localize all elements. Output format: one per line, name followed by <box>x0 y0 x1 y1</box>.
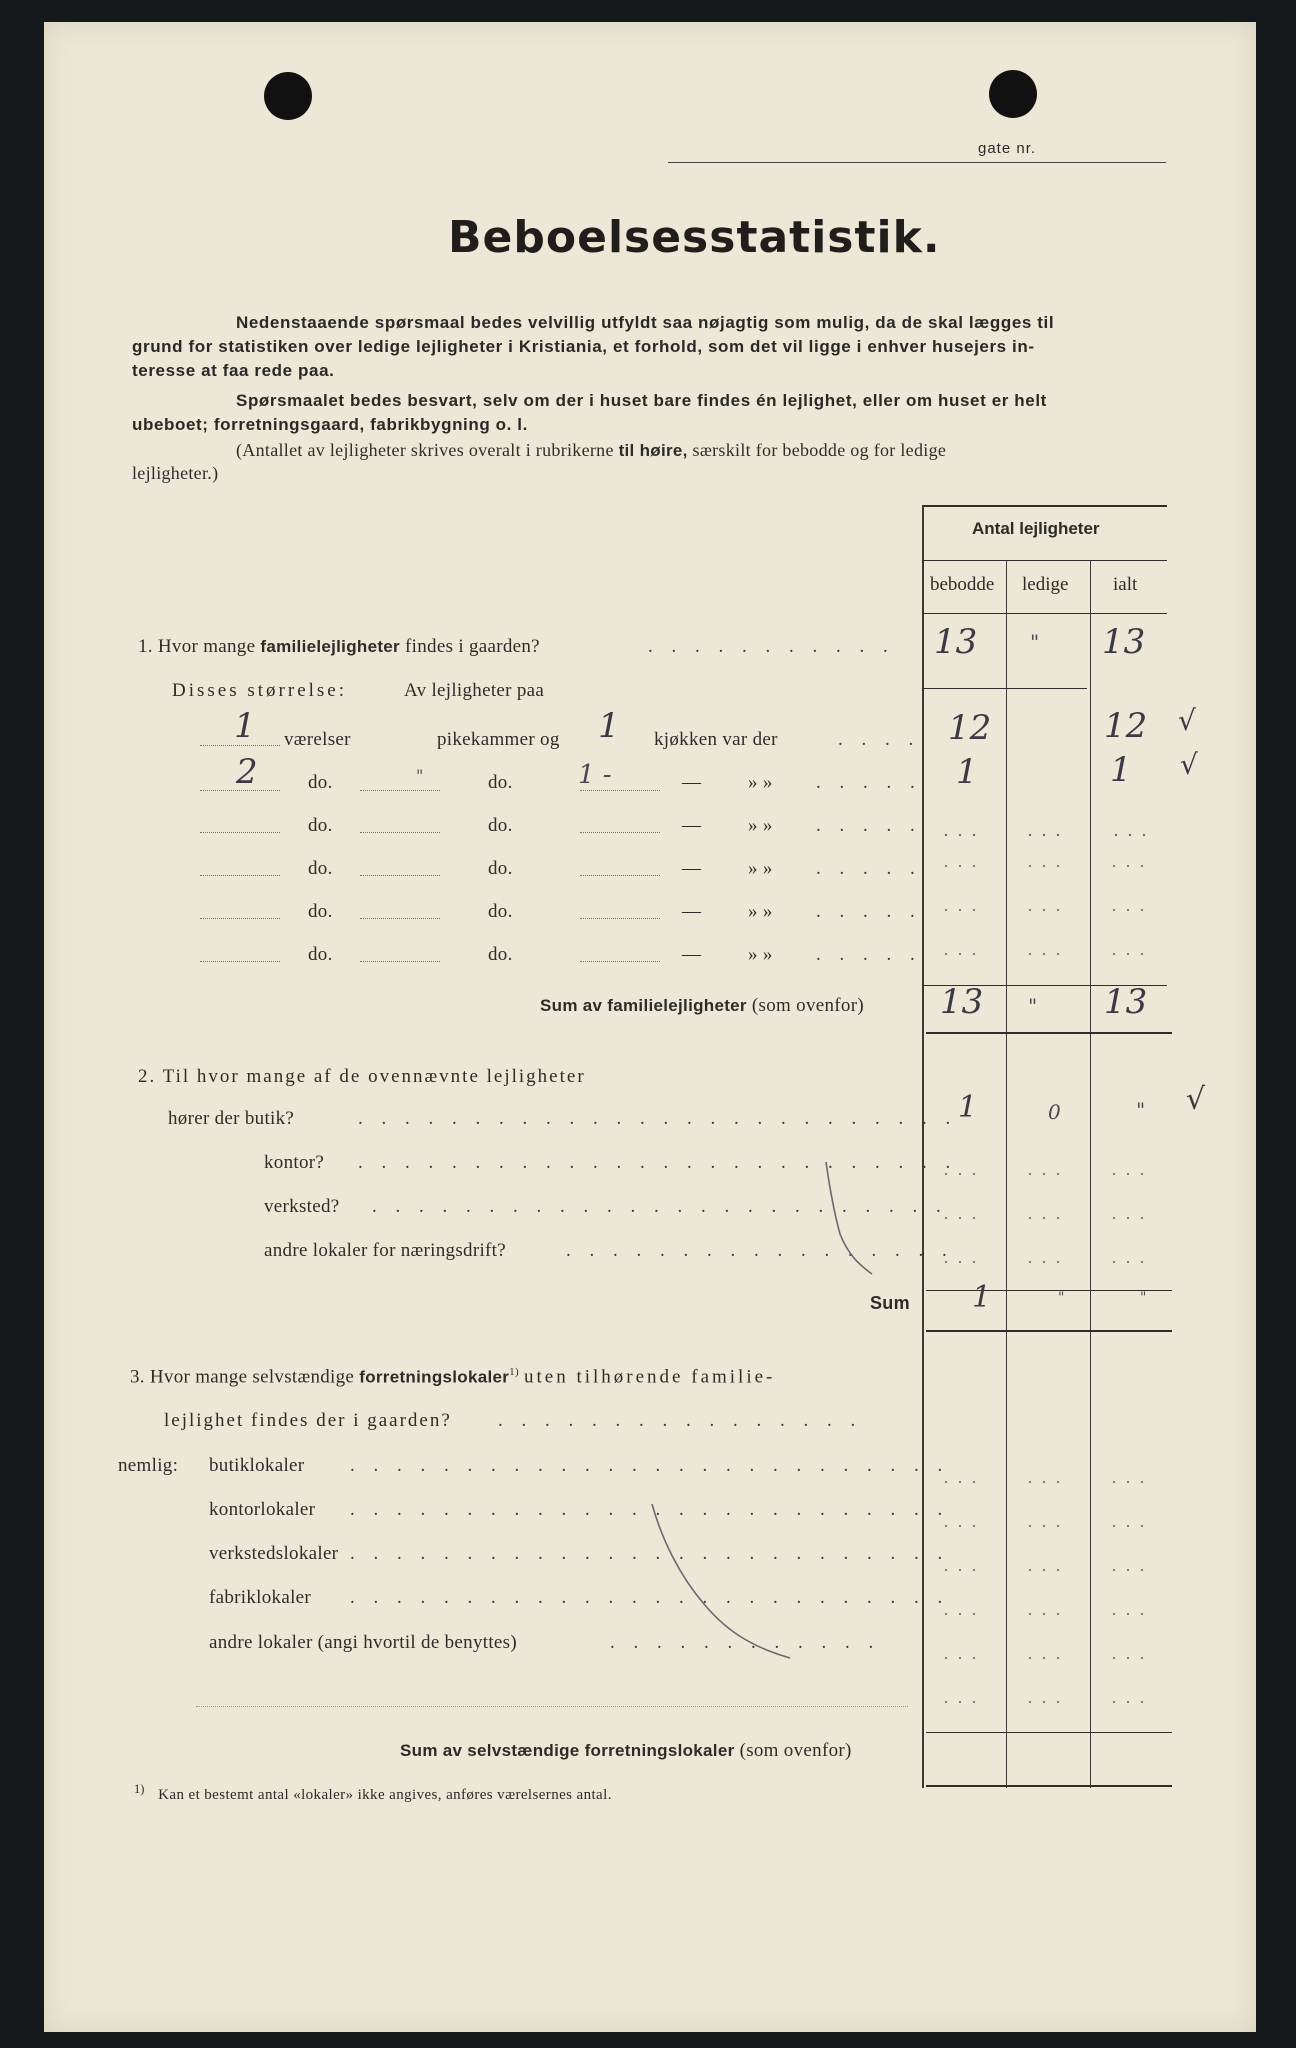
hw-q2-check: √ <box>1186 1082 1206 1117</box>
q1-do-dots: . . . . . <box>816 858 922 879</box>
q1-do-dots: . . . . . <box>816 772 922 793</box>
q1-do-fill-line <box>360 918 440 919</box>
q1-do-fill-line <box>580 875 660 876</box>
footnote <box>134 1782 612 1804</box>
intro-p3-bold: til høire, <box>618 441 688 460</box>
q1-do-kitchen: do. <box>488 858 513 879</box>
q2-line1: 2. Til hvor mange af de ovennævnte lejligheter <box>138 1066 586 1087</box>
q1-ditto-marks: » » <box>748 772 773 793</box>
hw-row2-ialt: 1 <box>1110 750 1132 790</box>
intro-p2-line1: Spørsmaalet bedes besvart, selv om der i huset bare findes én lejlighet, eller om huset er helt <box>236 391 1047 410</box>
q3-item-dots: . . . . . . . . . . . . <box>610 1632 881 1653</box>
q1-size-label: Disses størrelse: <box>172 680 348 701</box>
hw-q1-bebodde: 13 <box>934 622 978 662</box>
q1-do-kitchen: do. <box>488 944 513 965</box>
q1-suffix: findes i gaarden? <box>405 636 540 657</box>
q1-prefix: 1. Hvor mange <box>138 636 256 657</box>
footnote-text: Kan et bestemt antal «lokaler» ikke angives, anføres værelsernes antal. <box>158 1787 612 1803</box>
hw-row1-bebodde: 12 <box>948 708 992 748</box>
q3-item-dots: . . . . . . . . . . . . . . . . . . . . . . . . . . <box>350 1543 950 1564</box>
street-line <box>668 162 1166 163</box>
q1-do-kitchen: do. <box>488 772 513 793</box>
q1-do-rooms: do. <box>308 772 333 793</box>
q1-ditto-marks: » » <box>748 815 773 836</box>
q3-blank-line <box>196 1706 908 1707</box>
q1-do-fill-line <box>580 961 660 962</box>
q1-sum-line <box>540 995 864 1017</box>
q1-do-fill-line <box>360 961 440 962</box>
q3-line1 <box>130 1366 775 1388</box>
q1-line <box>138 636 540 658</box>
q1-do-rooms: do. <box>308 815 333 836</box>
q3-item-label: butiklokaler <box>209 1455 305 1476</box>
q3-sum-bold: Sum av selvstændige forretningslokaler <box>400 1741 735 1760</box>
table-group-header: Antal lejligheter <box>972 519 1100 538</box>
page-title: Beboelsesstatistik. <box>448 212 941 263</box>
q3-sum-line <box>400 1740 852 1762</box>
q1-do-rooms: do. <box>308 944 333 965</box>
hw-row2-check: √ <box>1180 748 1198 781</box>
q3-nemlig: nemlig: <box>118 1455 179 1476</box>
q1-do-fill-line <box>200 832 280 833</box>
hw-row1-check: √ <box>1178 704 1196 737</box>
q1-size-rest: Av lejligheter paa <box>404 680 545 701</box>
q1-sum-rest: (som ovenfor) <box>751 995 864 1016</box>
q1-dash: — <box>682 772 702 793</box>
q1-row1-dots: . . . . <box>838 729 921 750</box>
q2-butik-dots: . . . . . . . . . . . . . . . . . . . . . . . . . . <box>358 1108 958 1129</box>
q3-item-label: kontorlokaler <box>209 1499 316 1520</box>
intro-p1-line3: teresse at faa rede paa. <box>132 361 335 380</box>
hw-q1-ialt: 13 <box>1102 622 1146 662</box>
q2-kontor-dots: . . . . . . . . . . . . . . . . . . . . . . . . . . <box>358 1152 958 1173</box>
q1-sum-bold: Sum av familielejligheter <box>540 996 747 1015</box>
hw-q2-butik-ialt: " <box>1136 1098 1146 1122</box>
q3-item-label: andre lokaler (angi hvortil de benyttes) <box>209 1632 517 1653</box>
q1-do-fill-line <box>580 918 660 919</box>
q3-item-dots: . . . . . . . . . . . . . . . . . . . . . . . . . . <box>350 1455 950 1476</box>
q1-do-dots: . . . . . <box>816 944 922 965</box>
hw-q2-strike <box>800 1150 910 1280</box>
q1-row2-maid-line <box>360 790 440 791</box>
intro-p3-line2: lejligheter.) <box>132 463 219 483</box>
q3-prefix: 3. Hvor mange selvstændige <box>130 1366 355 1388</box>
q1-row2-kitchen-line <box>580 790 660 791</box>
q1-ditto-marks: » » <box>748 858 773 879</box>
q1-do-fill-line <box>580 832 660 833</box>
q2-sum: Sum <box>870 1293 910 1313</box>
hw-q1-ledige: " <box>1030 630 1040 654</box>
q3-suffix: uten tilhørende familie- <box>524 1366 776 1388</box>
q3-item-label: fabriklokaler <box>209 1587 312 1608</box>
q3-line2: lejlighet findes der i gaarden? <box>164 1410 452 1431</box>
punch-hole-left <box>264 72 312 120</box>
q1-ditto-marks: » » <box>748 901 773 922</box>
q1-ditto-marks: » » <box>748 944 773 965</box>
q2-kontor: kontor? <box>264 1152 325 1173</box>
q3-sum-rest: (som ovenfor) <box>739 1740 852 1761</box>
q3-item-label: verkstedslokaler <box>209 1543 339 1564</box>
q3-bold: forretningslokaler <box>359 1367 510 1387</box>
table-top-rule <box>922 505 1167 507</box>
q1-do-dots: . . . . . <box>816 901 922 922</box>
q1-do-rooms: do. <box>308 901 333 922</box>
col-header-bebodde: bebodde <box>930 574 995 595</box>
q3-footnote-ref: 1) <box>509 1366 519 1378</box>
hw-q2-sum-bebodde: 1 <box>972 1280 992 1315</box>
hw-row2-kitchen: 1 - <box>578 760 612 790</box>
intro-p3-line1 <box>236 440 946 461</box>
q1-dash: — <box>682 944 702 965</box>
q1-dash: — <box>682 858 702 879</box>
q1-do-fill-line <box>360 875 440 876</box>
hw-row2-maid: " <box>416 766 424 785</box>
hw-row1-ialt: 12 <box>1104 706 1148 746</box>
q2-verksted: verksted? <box>264 1196 340 1217</box>
q3-item-dots: . . . . . . . . . . . . . . . . . . . . . . . . . . <box>350 1499 950 1520</box>
q1-do-rooms: do. <box>308 858 333 879</box>
hw-q2-sum-ialt: " <box>1140 1290 1147 1306</box>
hw-sum1-ialt: 13 <box>1104 982 1148 1022</box>
col-header-ialt: ialt <box>1113 574 1138 595</box>
q1-pikekammer-label: pikekammer og <box>437 729 560 750</box>
hw-q3-strike <box>640 1500 810 1670</box>
q1-do-kitchen: do. <box>488 901 513 922</box>
q1-dash: — <box>682 901 702 922</box>
street-label: gate nr. <box>978 140 1037 157</box>
hw-q2-sum-ledige: " <box>1058 1290 1065 1306</box>
q1-bold: familielejligheter <box>260 637 400 656</box>
hw-q2-butik-ledige: 0 <box>1048 1100 1061 1124</box>
punch-hole-right <box>989 70 1037 118</box>
hw-row1-rooms: 1 <box>234 706 256 746</box>
q1-dash: — <box>682 815 702 836</box>
q3-line2-dots: . . . . . . . . . . . . . . . . <box>498 1410 863 1431</box>
q1-do-kitchen: do. <box>488 815 513 836</box>
q2-butik: hører der butik? <box>168 1108 295 1129</box>
hw-q2-butik-bebodde: 1 <box>958 1090 978 1125</box>
q1-do-fill-line <box>200 875 280 876</box>
hw-row2-rooms: 2 <box>236 752 258 792</box>
intro-p3-text-b: særskilt for bebodde og for ledige <box>692 440 947 460</box>
q2-andre-dots: . . . . . . . . . . . . . . . . . <box>566 1240 954 1261</box>
intro-p2-line2: ubeboet; forretningsgaard, fabrikbygning o. l. <box>132 415 528 434</box>
q1-kjokken-label: kjøkken var der <box>654 729 778 750</box>
q1-do-fill-line <box>200 961 280 962</box>
hw-sum1-bebodde: 13 <box>940 982 984 1022</box>
col-header-ledige: ledige <box>1022 574 1069 595</box>
q2-andre: andre lokaler for næringsdrift? <box>264 1240 506 1261</box>
q1-do-fill-line <box>200 918 280 919</box>
intro-p1-line1: Nedenstaaende spørsmaal bedes velvillig utfyldt saa nøjagtig som mulig, da de skal lægges til <box>236 313 1055 332</box>
q3-item-dots: . . . . . . . . . . . . . . . . . . . . . . . . . . <box>350 1587 950 1608</box>
q1-vaerelser-label: værelser <box>284 729 351 750</box>
intro-p3-text-a: (Antallet av lejligheter skrives overalt i rubrikerne <box>236 440 614 460</box>
footnote-mark: 1) <box>134 1782 145 1796</box>
hw-row2-bebodde: 1 <box>956 752 978 792</box>
intro-p1-line2: grund for statistiken over ledige lejligheter i Kristiania, et forhold, som det vil ligge i enhver husejers in- <box>132 337 1035 356</box>
hw-row1-kitchen: 1 <box>598 706 620 746</box>
q2-verksted-dots: . . . . . . . . . . . . . . . . . . . . . . . . . <box>372 1196 948 1217</box>
q1-do-fill-line <box>360 832 440 833</box>
hw-sum1-ledige: " <box>1028 994 1038 1018</box>
q1-do-dots: . . . . . <box>816 815 922 836</box>
q1-dot-leader: . . . . . . . . . . . <box>648 636 895 657</box>
